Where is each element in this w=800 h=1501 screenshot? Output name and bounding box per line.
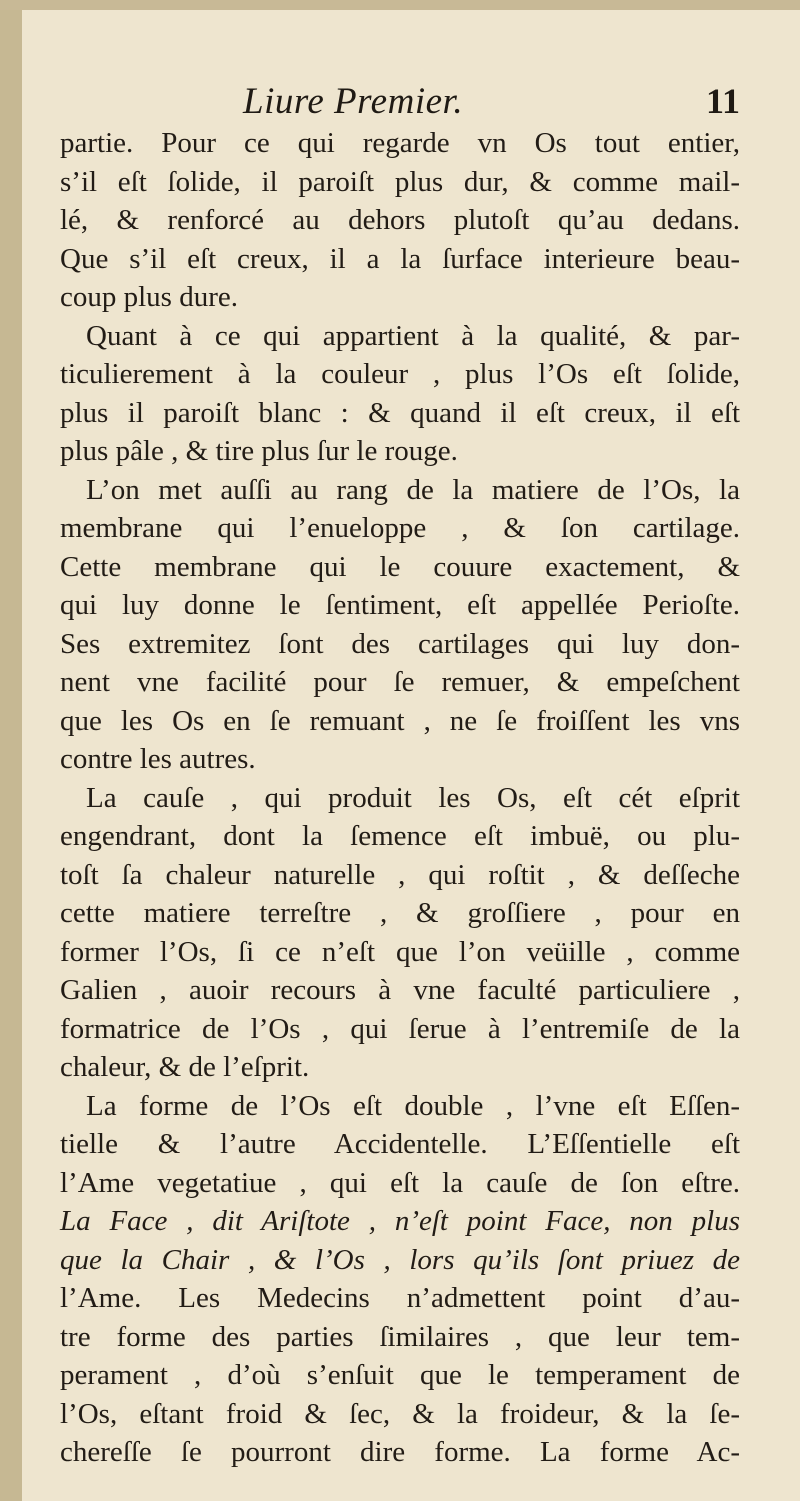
text-line: cette matiere terreſtre , & groſſiere , pour en xyxy=(60,897,740,929)
text-line: plus pâle , & tire plus ſur le rouge. xyxy=(60,435,458,467)
text-line: tielle & l’autre Accidentelle. L’Eſſentielle eſt xyxy=(60,1128,740,1160)
text-line: qui luy donne le ſentiment, eſt appellée Perioſte. xyxy=(60,589,740,621)
body-text xyxy=(60,124,740,1472)
text-line: perament , d’où s’enſuit que le temperament de xyxy=(60,1359,740,1391)
page-gutter-edge xyxy=(0,0,22,1501)
text-line: toſt ſa chaleur naturelle , qui roſtit , & deſſeche xyxy=(60,858,740,891)
page-top-edge xyxy=(0,0,800,10)
text-line: former l’Os, ſi ce n’eſt que l’on veüille , comme xyxy=(60,935,740,968)
text-line: chaleur, & de l’eſprit. xyxy=(60,1051,310,1083)
running-head xyxy=(60,80,740,120)
text-line: La forme de l’Os eſt double , l’vne eſt Eſſen- xyxy=(86,1089,740,1122)
text-line: Que s’il eſt creux, il a la ſurface interieure beau- xyxy=(60,242,740,275)
text-line: Cette membrane qui le couure exactement, & xyxy=(60,550,740,583)
text-line: l’Ame. Les Medecins n’admettent point d’au- xyxy=(60,1282,740,1314)
text-line: l’Ame vegetatiue , qui eſt la cauſe de ſon eſtre. xyxy=(60,1166,740,1199)
page-number: 11 xyxy=(705,81,740,121)
text-line: Quant à ce qui appartient à la qualité, & par- xyxy=(86,319,740,352)
text-line: plus il paroiſt blanc : & quand il eſt creux, il eſt xyxy=(60,396,740,429)
text-line: Ses extremitez ſont des cartilages qui luy don- xyxy=(60,627,740,660)
text-line: coup plus dure. xyxy=(60,281,238,313)
text-line: chereſſe ſe pourront dire forme. La forme Ac- xyxy=(60,1436,740,1468)
text-line: tre forme des parties ſimilaires , que leur tem- xyxy=(60,1320,740,1353)
text-line: ticulierement à la couleur , plus l’Os eſt ſolide, xyxy=(60,358,740,390)
text-line: lé, & renforcé au dehors plutoſt qu’au dedans. xyxy=(60,204,740,236)
text-line: membrane qui l’enueloppe , & ſon cartilage. xyxy=(60,512,740,544)
chapter-title: Liure Premier. xyxy=(243,81,464,122)
text-line: contre les autres. xyxy=(60,743,256,775)
text-line: que les Os en ſe remuant , ne ſe froiſſent les vns xyxy=(60,704,740,737)
text-line: Galien , auoir recours à vne faculté particuliere , xyxy=(60,974,740,1006)
text-line: La cauſe , qui produit les Os, eſt cét eſprit xyxy=(86,781,740,814)
text-line: partie. Pour ce qui regarde vn Os tout entier, xyxy=(60,127,740,159)
text-line: que la Chair , & l’Os , lors qu’ils ſont priuez de xyxy=(60,1243,740,1276)
text-line: La Face , dit Ariſtote , n’eſt point Face, non plus xyxy=(60,1205,740,1237)
text-line: L’on met auſſi au rang de la matiere de l’Os, la xyxy=(86,473,740,506)
text-line: s’il eſt ſolide, il paroiſt plus dur, & comme mail- xyxy=(60,165,740,198)
text-line: engendrant, dont la ſemence eſt imbuë, ou plu- xyxy=(60,820,740,852)
text-line: nent vne facilité pour ſe remuer, & empeſchent xyxy=(60,666,740,698)
text-line: formatrice de l’Os , qui ſerue à l’entremiſe de la xyxy=(60,1012,740,1045)
text-line: l’Os, eſtant froid & ſec, & la froideur, & la ſe- xyxy=(60,1397,740,1430)
